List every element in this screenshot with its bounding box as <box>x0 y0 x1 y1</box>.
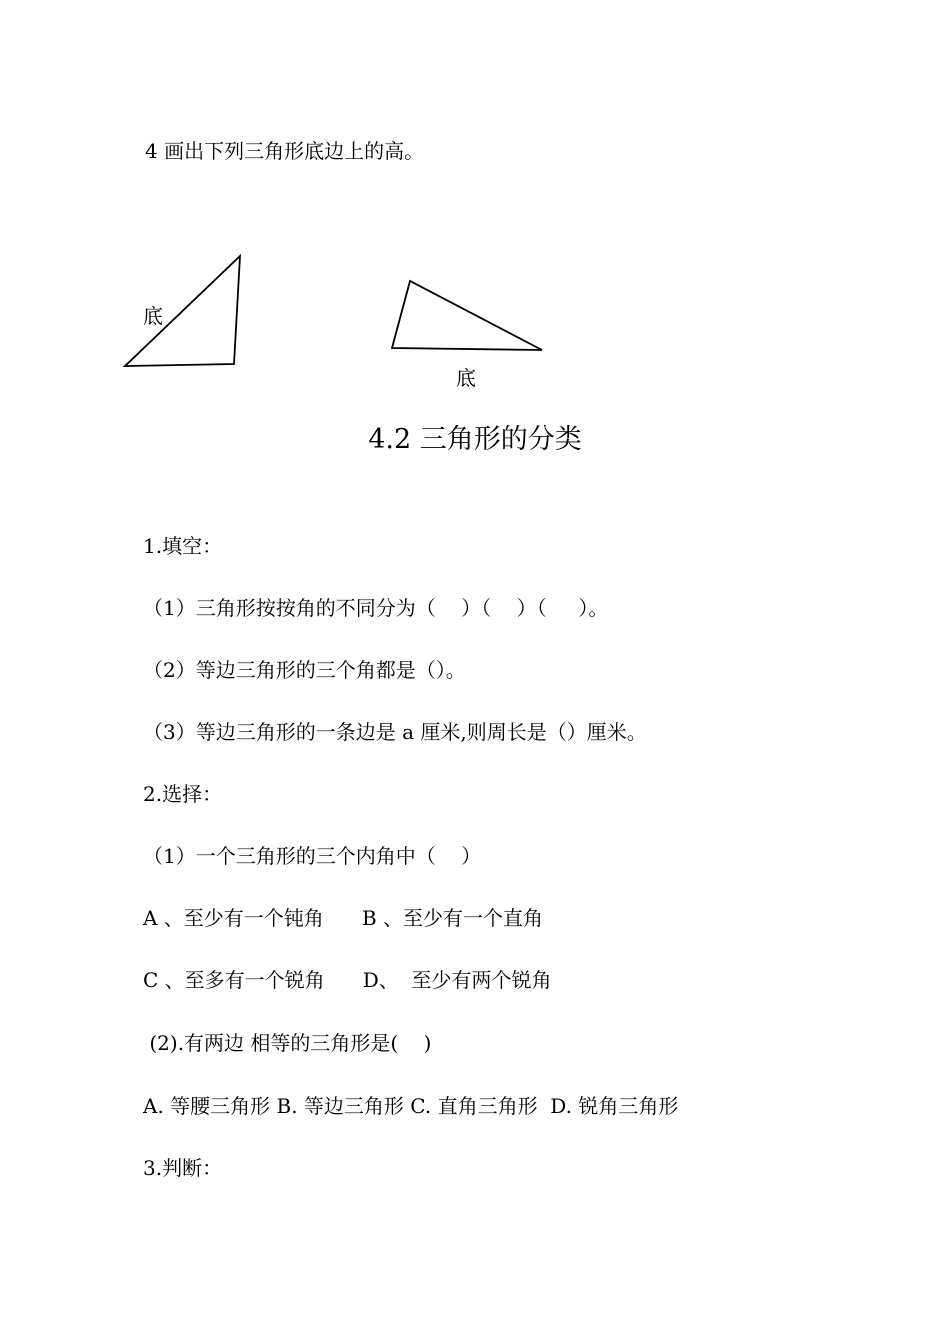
triangle-2 <box>392 281 542 350</box>
triangle-2-base-label: 底 <box>456 366 476 390</box>
q1-item-2: （2）等边三角形的三个角都是（）。 <box>143 658 466 682</box>
q2-sub2-options: A. 等腰三角形 B. 等边三角形 C. 直角三角形 D. 锐角三角形 <box>143 1094 679 1118</box>
q1-item-1: （1）三角形按按角的不同分为（ ）（ ）（ ）。 <box>143 596 609 620</box>
triangle-1-base-label: 底 <box>143 304 163 328</box>
q2-sub1-stem: （1）一个三角形的三个内角中（ ） <box>143 844 482 868</box>
triangle-figures <box>0 0 950 420</box>
section-title: 4.2 三角形的分类 <box>368 424 582 455</box>
q2-sub1-options-row1: A 、至少有一个钝角 B 、至少有一个直角 <box>143 906 543 930</box>
q2-sub2-stem: (2).有两边 相等的三角形是( ) <box>143 1031 432 1055</box>
q2-heading: 2.选择： <box>143 782 223 806</box>
q1-item-3: （3）等边三角形的一条边是 a 厘米,则周长是（）厘米。 <box>143 720 647 744</box>
q1-heading: 1.填空： <box>143 534 223 558</box>
q3-heading: 3.判断： <box>143 1156 223 1180</box>
instruction-text: 4 画出下列三角形底边上的高。 <box>145 139 425 163</box>
q2-sub1-options-row2: C 、至多有一个锐角 D、 至少有两个锐角 <box>143 968 552 992</box>
